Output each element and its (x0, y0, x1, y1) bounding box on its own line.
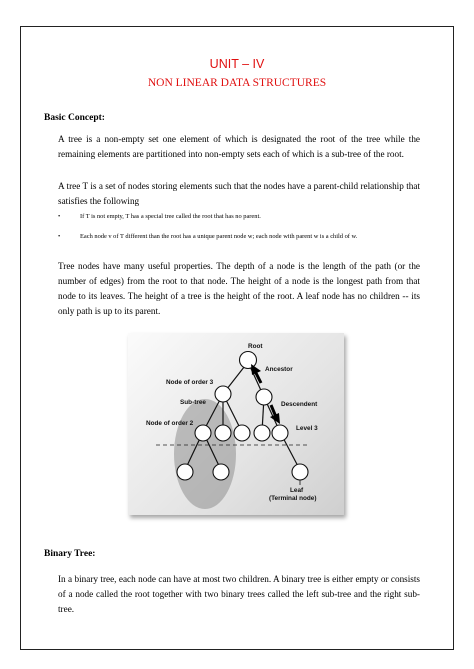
basic-concept-paragraph-3: Tree nodes have many useful properties. The depth of a node is the length of the path (or the number of edges) from the root to that node. The height of a node is the longest path from that node to its leaves. The height of a tree is the height of the root. A leaf node has no children -- its only path is up to its parent. (58, 261, 420, 316)
label-node-of-order-2: Node of order 2 (146, 420, 194, 427)
tree-diagram (128, 333, 344, 515)
bullet-marker: • (58, 233, 61, 240)
label-terminal-node: (Terminal node) (269, 495, 317, 502)
tree-node (254, 425, 270, 441)
tree-node (256, 389, 272, 405)
binary-tree-paragraph: In a binary tree, each node can have at most two children. A binary tree is either empty or consists of a node called the root together with two binary trees called the left sub-tree and the right sub-tree. (58, 574, 420, 614)
label-ancestor: Ancestor (265, 366, 293, 373)
tree-node (215, 425, 231, 441)
label-descendent: Descendent (281, 401, 318, 408)
tree-node (272, 425, 288, 441)
binary-tree-heading: Binary Tree: (44, 549, 96, 559)
subtree-highlight (174, 399, 236, 509)
bullet-text: If T is not empty, T has a special tree called the root that has no parent. (80, 213, 261, 220)
chapter-subtitle: NON LINEAR DATA STRUCTURES (147, 77, 327, 89)
root-node (240, 352, 257, 369)
basic-concept-paragraph-2: A tree T is a set of nodes storing elements such that the nodes have a parent-child relationship that satisfies the following (58, 181, 420, 206)
bullet-text: Each node v of T different than the root has a unique parent node w; each node with parent w is a child of w. (80, 233, 358, 240)
tree-node (234, 425, 250, 441)
label-level-3: Level 3 (296, 425, 318, 432)
label-leaf: Leaf (290, 487, 304, 494)
unit-title: UNIT – IV (209, 57, 265, 71)
node-order-2 (195, 425, 211, 441)
label-node-of-order-3: Node of order 3 (166, 379, 214, 386)
node-order-3 (215, 386, 231, 402)
basic-concept-heading: Basic Concept: (44, 113, 105, 123)
label-root: Root (248, 343, 263, 350)
label-subtree: Sub-tree (180, 399, 206, 406)
tree-diagram-svg (128, 333, 344, 515)
tree-node (177, 464, 193, 480)
bullet-marker: • (58, 213, 61, 220)
tree-node (213, 464, 229, 480)
basic-concept-paragraph-1: A tree is a non-empty set one element of which is designated the root of the tree while the remaining elements are partitioned into non-empty sets each of which is a sub-tree of the root. (58, 134, 420, 159)
leaf-node (292, 464, 308, 480)
